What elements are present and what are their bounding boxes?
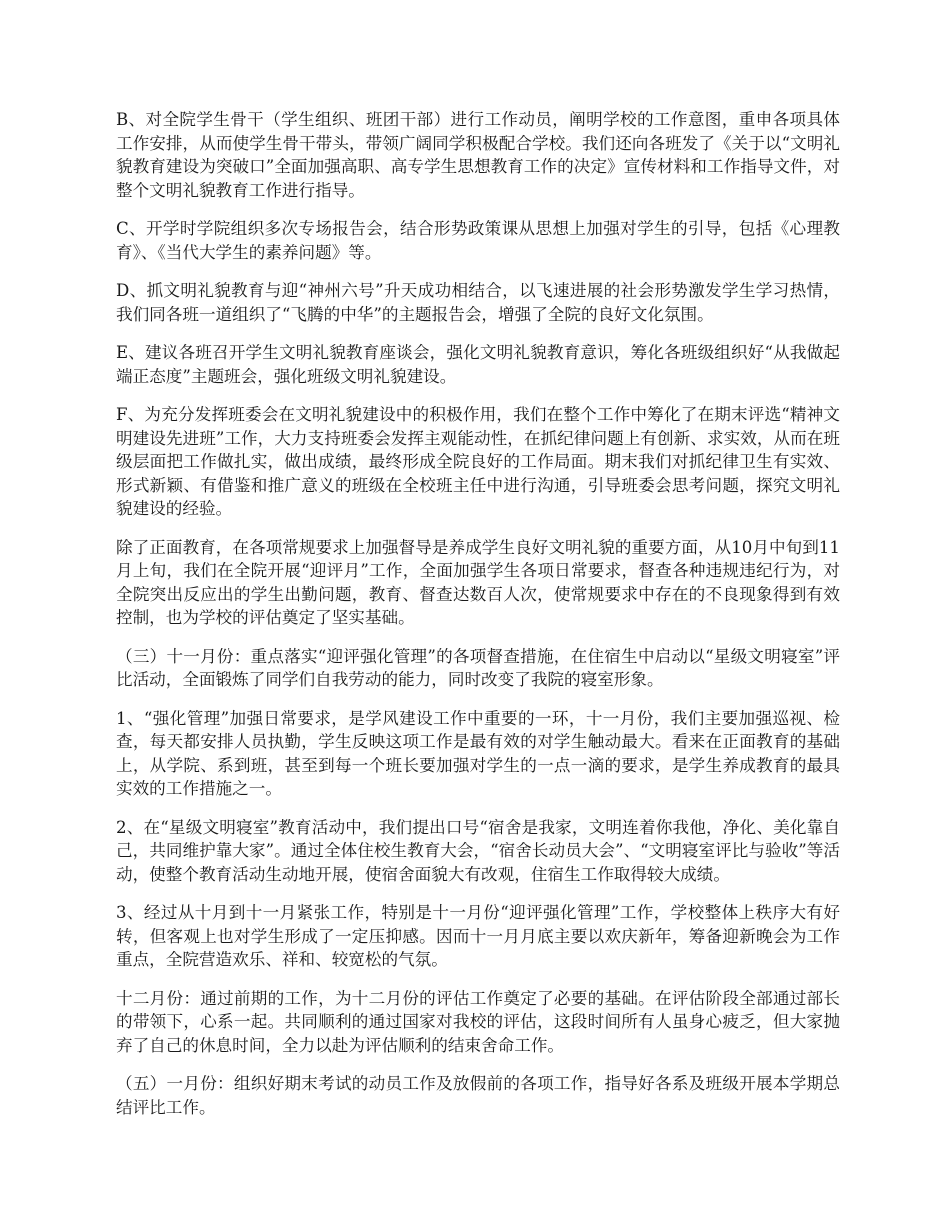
paragraph-d: D、抓文明礼貌教育与迎“神州六号”升天成功相结合，以飞速进展的社会形势激发学生学习热情，我们同各班一道组织了“飞腾的中华”的主题报告会，增强了全院的良好文化氛围。 [116,281,840,324]
paragraph-supervision: 除了正面教育，在各项常规要求上加强督导是养成学生良好文明礼貌的重要方面，从10月中旬到11月上旬，我们在全院开展“迎评月”工作，全面加强学生各项日常要求，督查各种违规违纪行为，对全院突出反应出的学生出勤问题，教育、督查达数百人次，使常规要求中存在的不良现象得到有效控制，也为学校的评估奠定了坚实基础。 [116,537,840,627]
paragraph-e: E、建议各班召开学生文明礼貌教育座谈会，强化文明礼貌教育意识，筹化各班级组织好“从我做起端正态度”主题班会，强化班级文明礼貌建设。 [116,343,840,386]
paragraph-november-heading: （三）十一月份：重点落实“迎评强化管理”的各项督查措施，在住宿生中启动以“星级文明寝室”评比活动，全面锻炼了同学们自我劳动的能力，同时改变了我院的寝室形象。 [116,646,840,689]
paragraph-item-1: 1、“强化管理”加强日常要求，是学风建设工作中重要的一环，十一月份，我们主要加强巡视、检查，每天都安排人员执勤，学生反映这项工作是最有效的对学生触动最大。看来在正面教育的基础上，从学院、系到班，甚至到每一个班长要加强对学生的一点一滴的要求，是学生养成教育的最具实效的工作措施之一。 [116,708,840,798]
paragraph-b: B、对全院学生骨干（学生组织、班团干部）进行工作动员，阐明学校的工作意图，重申各项具体工作安排，从而使学生骨干带头，带领广阔同学积极配合学校。我们还向各班发了《关于以“文明礼貌教育建设为突破口”全面加强高职、高专学生思想教育工作的决定》宣传材料和工作指导文件，对整个文明礼貌教育工作进行指导。 [116,110,840,200]
paragraph-c: C、开学时学院组织多次专场报告会，结合形势政策课从思想上加强对学生的引导，包括《心理教育》、《当代大学生的素养问题》等。 [116,219,840,262]
paragraph-item-2: 2、在“星级文明寝室”教育活动中，我们提出口号“宿舍是我家，文明连着你我他，净化、美化靠自己，共同维护靠大家”。通过全体住校生教育大会，“宿舍长动员大会”、“文明寝室评比与验收”等活动，使整个教育活动生动地开展，使宿舍面貌大有改观，住宿生工作取得较大成绩。 [116,817,840,884]
paragraph-item-3: 3、经过从十月到十一月紧张工作，特别是十一月份“迎评强化管理”工作，学校整体上秩序大有好转，但客观上也对学生形成了一定压抑感。因而十一月月底主要以欢庆新年，筹备迎新晚会为工作重点，全院营造欢乐、祥和、较宽松的气氛。 [116,903,840,969]
paragraph-january: （五）一月份：组织好期末考试的动员工作及放假前的各项工作，指导好各系及班级开展本学期总结评比工作。 [116,1074,840,1117]
document-body [116,108,840,1134]
paragraph-december: 十二月份：通过前期的工作，为十二月份的评估工作奠定了必要的基础。在评估阶段全部通过部长的带领下，心系一起。共同顺利的通过国家对我校的评估，这段时间所有人虽身心疲乏，但大家抛弃了自己的休息时间，全力以赴为评估顺利的结束舍命工作。 [116,988,840,1055]
paragraph-f: F、为充分发挥班委会在文明礼貌建设中的积极作用，我们在整个工作中筹化了在期末评选“精神文明建设先进班”工作，大力支持班委会发挥主观能动性，在抓纪律问题上有创新、求实效，从而在班级层面把工作做扎实，做出成绩，最终形成全院良好的工作局面。期末我们对抓纪律卫生有实效、形式新颖、有借鉴和推广意义的班级在全校班主任中进行沟通，引导班委会思考问题，探究文明礼貌建设的经验。 [116,405,840,518]
